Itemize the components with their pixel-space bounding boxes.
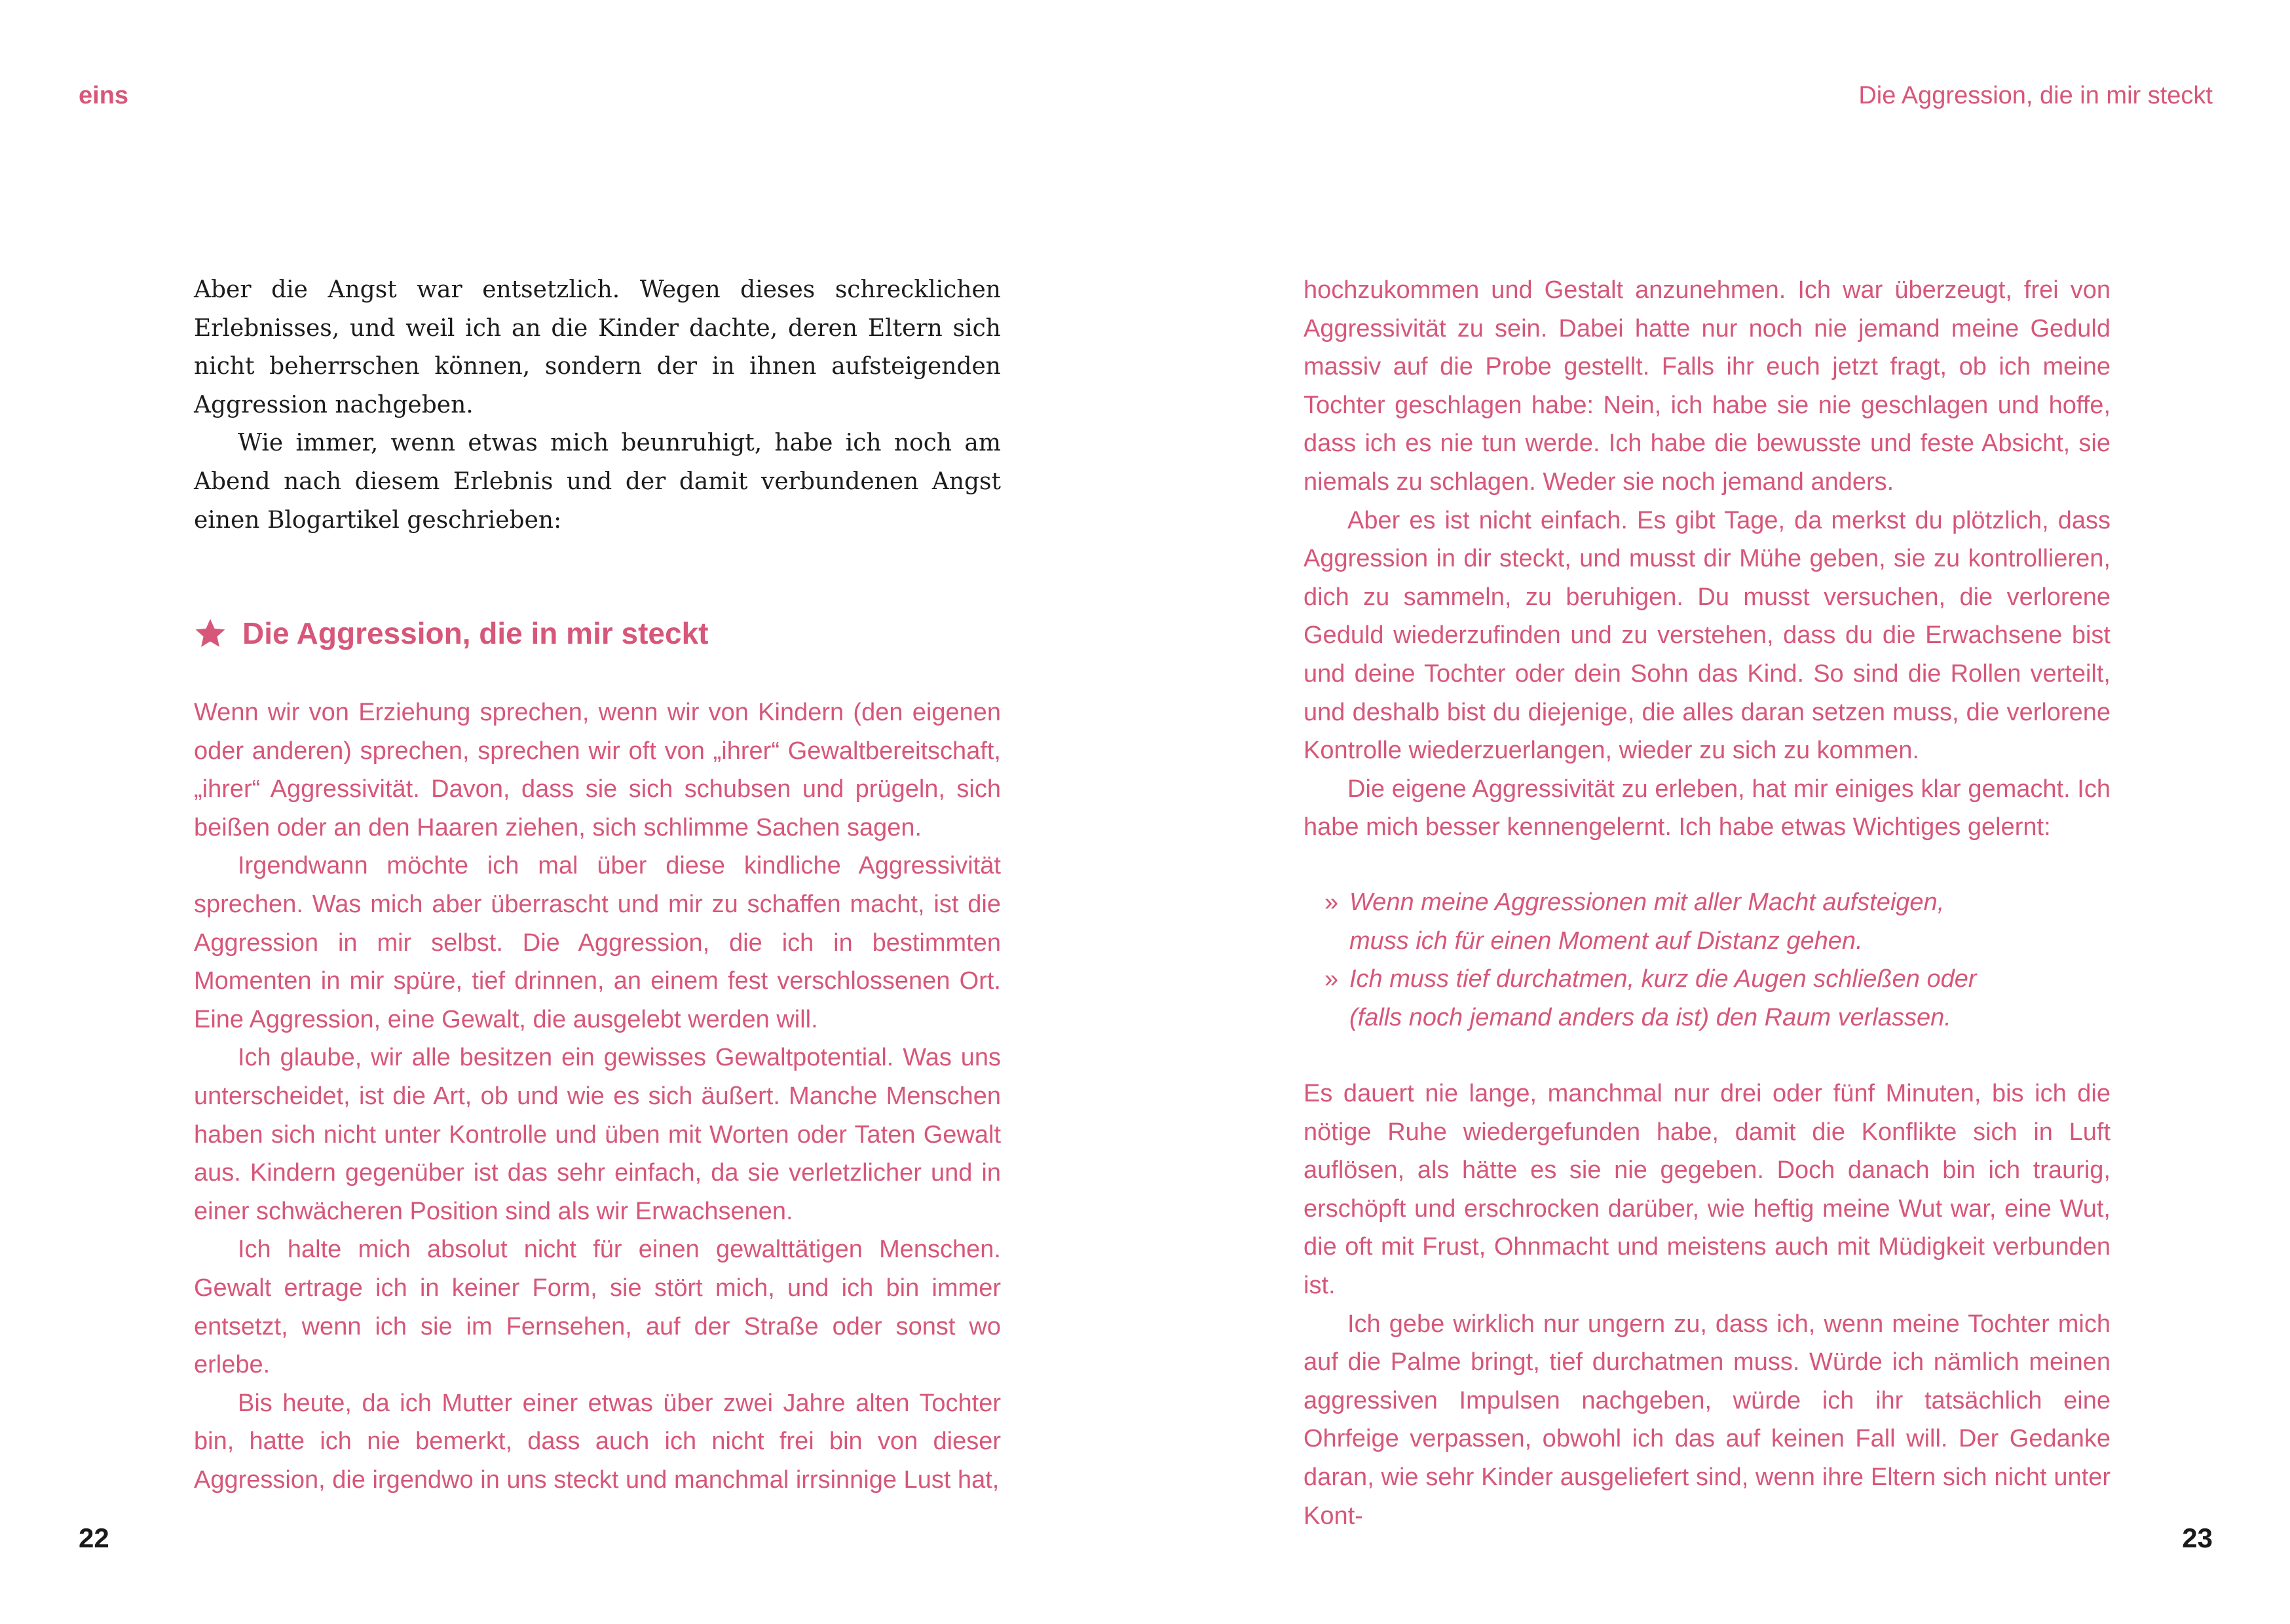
bullet-line: muss ich für einen Moment auf Distanz gehen. (1349, 927, 1863, 955)
bullet-marker: » (1324, 965, 1339, 993)
right-page-body-bottom (1304, 1075, 2111, 1535)
paragraph: Bis heute, da ich Mutter einer etwas über zwei Jahre alten Tochter bin, hatte ich nie bemerkt, dass auch ich nicht frei bin von dieser Aggression, die irgendwo in uns steckt und manchmal irrsinnige Lust hat, (194, 1389, 1001, 1494)
running-head-title: Die Aggression, die in mir steckt (1858, 82, 2213, 109)
paragraph: Ich halte mich absolut nicht für einen gewalttätigen Menschen. Gewalt ertrage ich in keiner Form, sie stört mich, und ich bin immer entsetzt, wenn ich sie im Fernsehen, auf der Straße oder sonst wo erlebe. (194, 1236, 1001, 1379)
left-page-intro (194, 271, 1001, 540)
section-title: Die Aggression, die in mir steckt (242, 616, 709, 650)
paragraph: Wie immer, wenn etwas mich beunruhigt, habe ich noch am Abend nach diesem Erlebnis und der damit verbundenen Angst einen Blogartikel geschrieben: (194, 430, 1001, 534)
paragraph: Ich glaube, wir alle besitzen ein gewisses Gewaltpotential. Was uns unterscheidet, ist die Art, ob und wie es sich äußert. Manche Menschen haben sich nicht unter Kontrolle und üben mit Worten oder Taten Gewalt aus. Kindern gegenüber ist das sehr einfach, da sie verletzlicher und in einer schwächeren Position sind als wir Erwachsenen. (194, 1044, 1001, 1225)
bullet-line: Wenn meine Aggressionen mit aller Macht aufsteigen, (1349, 889, 1945, 916)
left-page-body (194, 693, 1001, 1499)
bullet-marker: » (1324, 889, 1339, 916)
paragraph: Aber es ist nicht einfach. Es gibt Tage, da merkst du plötzlich, dass Aggression in dir steckt, und musst dir Mühe geben, sie zu kontrollieren, dich zu sammeln, zu beruhigen. Du musst versuchen, die verlorene Geduld wiederzufinden und zu verstehen, dass du die Erwachsene bist und deine Tochter oder dein Sohn das Kind. So sind die Rollen verteilt, und deshalb bist du diejenige, die alles daran setzen muss, die verlorene Kontrolle wiederzuerlangen, wieder zu sich zu kommen. (1304, 506, 2111, 765)
paragraph: Ich gebe wirklich nur ungern zu, dass ich, wenn meine Tochter mich auf die Palme bringt, tief durchatmen muss. Würde ich nämlich meinen aggressiven Impulsen nachgeben, würde ich ihr tatsächlich eine Ohrfeige verpassen, obwohl ich das auf keinen Fall will. Der Gedanke daran, wie sehr Kinder ausgeliefert sind, wenn ihre Eltern sich nicht unter Kont- (1304, 1310, 2111, 1530)
page-number-left: 22 (79, 1522, 109, 1553)
paragraph: Es dauert nie lange, manchmal nur drei oder fünf Minuten, bis ich die nötige Ruhe wiedergefunden habe, damit die Konflikte sich in Luft auflösen, als hätte es sie nie gegeben. Doch danach bin ich traurig, erschöpft und erschrocken darüber, wie heftig meine Wut war, eine Wut, die oft mit Frust, Ohnmacht und meistens auch mit Müdigkeit verbunden ist. (1304, 1080, 2111, 1299)
paragraph: Die eigene Aggressivität zu erleben, hat mir einiges klar gemacht. Ich habe mich besser kennengelernt. Ich habe etwas Wichtiges gelernt: (1304, 775, 2111, 841)
running-head-chapter: eins (79, 82, 129, 109)
bullet-line: Ich muss tief durchatmen, kurz die Augen schließen oder (1349, 965, 1977, 993)
paragraph: hochzukommen und Gestalt anzunehmen. Ich war überzeugt, frei von Aggressivität zu sein. Dabei hatte nur noch nie jemand meine Geduld massiv auf die Probe gestellt. Falls ihr euch jetzt fragt, ob ich meine Tochter geschlagen habe: Nein, ich habe sie nie geschlagen und hoffe, dass ich es nie tun werde. Ich habe die bewusste und feste Absicht, sie niemals zu schlagen. Weder sie noch jemand anders. (1304, 276, 2111, 496)
right-page-body-top (1304, 271, 2111, 847)
bullet-line: (falls noch jemand anders da ist) den Raum verlassen. (1349, 1003, 1951, 1031)
paragraph: Irgendwann möchte ich mal über diese kindliche Aggressivität sprechen. Was mich aber überrascht und mir zu schaffen macht, ist die Aggression in mir selbst. Die Aggression, die ich in bestimmten Momenten in mir spüre, tief drinnen, an einem fest verschlossenen Ort. Eine Aggression, eine Gewalt, die ausgelebt werden will. (194, 852, 1001, 1033)
paragraph: Aber die Angst war entsetzlich. Wegen dieses schrecklichen Erlebnisses, und weil ich an die Kinder dachte, deren Eltern sich nicht beherrschen können, sondern der in ihnen aufsteigenden Aggression nachgeben. (194, 276, 1001, 418)
paragraph: Wenn wir von Erziehung sprechen, wenn wir von Kindern (den eigenen oder anderen) sprechen, sprechen wir oft von „ihrer“ Gewaltbereitschaft, „ihrer“ Aggressivität. Davon, dass sie sich schubsen und prügeln, sich beißen oder an den Haaren ziehen, sich schlimme Sachen sagen. (194, 699, 1001, 841)
page-number-right: 23 (2182, 1522, 2213, 1553)
list-item (1324, 960, 2111, 1037)
star-icon (194, 617, 227, 650)
bullet-list (1324, 883, 2111, 1037)
section-heading (194, 610, 709, 656)
list-item (1324, 883, 2111, 960)
